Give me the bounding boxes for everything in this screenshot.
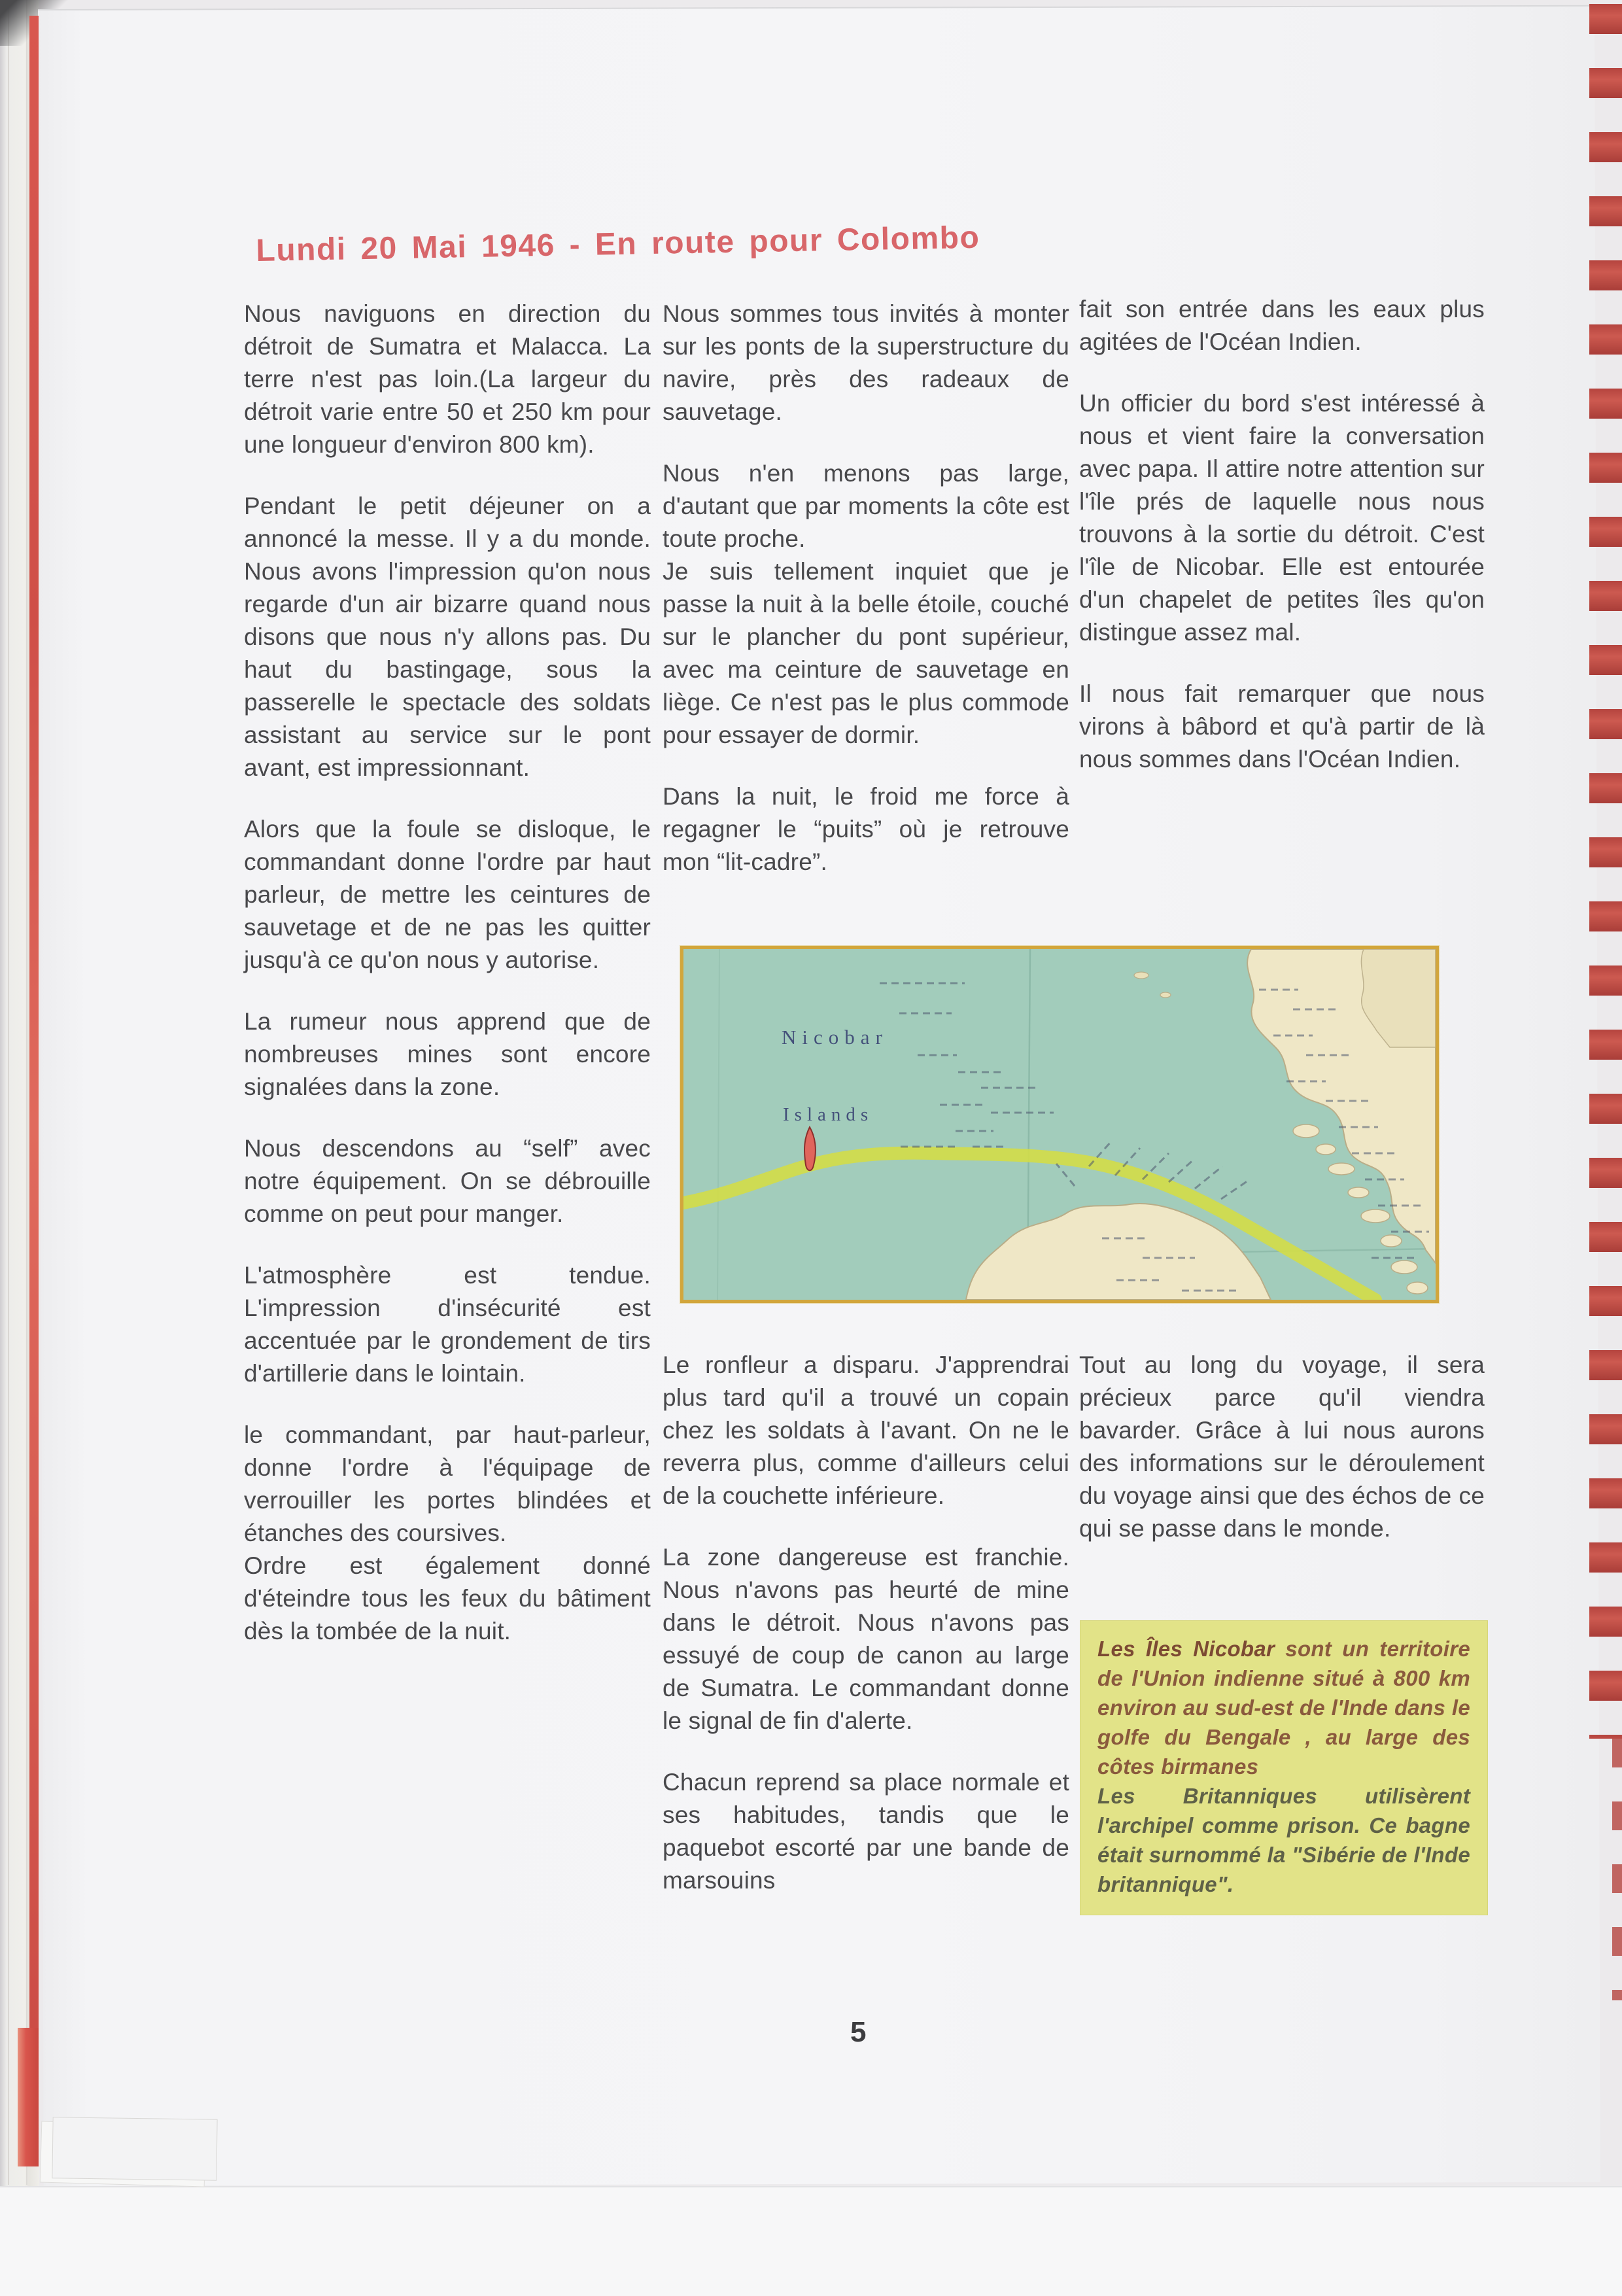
red-edge-stripe [29, 16, 39, 2028]
nicobar-note-box [1080, 1621, 1487, 1915]
paragraph: Nous naviguons en direction du détroit de Sumatra et Malacca. La terre n'est pas loin.(La largeur du détroit varie entre 50 et 250 km pour une longueur d'environ 800 km). [244, 300, 651, 458]
paragraph: Nous n'en menons pas large, d'autant que par moments la côte est toute proche. [663, 460, 1069, 552]
paragraph: La zone dangereuse est franchie. Nous n'avons pas heurté de mine dans le détroit. Nous n'avons pas essuyé de coup de canon au large de Sumatra. Le commandant donne le signal de fin d'alerte. [663, 1544, 1069, 1734]
column-right-lower [1079, 1349, 1485, 1545]
spiral-binding-lower-icon [1612, 1739, 1622, 2000]
note-paragraph [1097, 1634, 1470, 1781]
paragraph: La rumeur nous apprend que de nombreuses mines sont encore signalées dans la zone. [244, 1008, 651, 1100]
page-number: 5 [850, 2016, 867, 2048]
column-middle-upper [663, 298, 1069, 878]
column-right-upper [1079, 293, 1485, 776]
paragraph: le commandant, par haut-parleur, donne l'ordre à l'équipage de verrouiller les portes blindées et étanches des coursives. [244, 1421, 651, 1546]
paragraph: Tout au long du voyage, il sera précieux parce qu'il viendra bavarder. Grâce à lui nous aurons des informations sur le déroulement du voyage ainsi que des échos de ce qui se passe dans le monde. [1079, 1351, 1485, 1542]
paragraph: L'atmosphère est tendue. L'impression d'insécurité est accentuée par le grondement de tirs d'artillerie dans le lointain. [244, 1262, 651, 1387]
page-corner [52, 2117, 217, 2181]
paragraph: Nous sommes tous invités à monter sur les ponts de la superstructure du navire, près des radeaux de sauvetage. [663, 300, 1069, 425]
paragraph: Chacun reprend sa place normale et ses habitudes, tandis que le paquebot escorté par une bande de marsouins [663, 1769, 1069, 1894]
paragraph: Pendant le petit déjeuner on a annoncé la messe. Il y a du monde. Nous avons l'impression qu'on nous regarde d'un air bizarre quand nous disons que nous n'y allons pas. Du haut du bastingage, sous la passerelle le spectacle des soldats assistant au service sur le pont avant, est impressionnant. [244, 493, 651, 781]
nicobar-map-image [680, 946, 1439, 1303]
paragraph: fait son entrée dans les eaux plus agitées de l'Océan Indien. [1079, 296, 1485, 355]
map-label-nicobar: Nicobar [782, 1026, 888, 1049]
paragraph: Un officier du bord s'est intéressé à nous et vient faire la conversation avec papa. Il attire notre attention sur l'île prés de laquelle nous nous trouvons à la sortie du détroit. C'est l'île de Nicobar. Elle est entourée d'un chapelet de petites îles qu'on distingue assez mal. [1079, 390, 1485, 646]
bottom-left-page-corners [41, 2118, 237, 2186]
paragraph: Nous descendons au “self” avec notre équipement. On se débrouille comme on peut pour manger. [244, 1135, 651, 1227]
scanner-background-bottom [0, 2186, 1622, 2296]
note-text-2: Les Britanniques utilisèrent l'archipel comme prison. Ce bagne était surnommé la "Sibérie de l'Inde britannique". [1097, 1784, 1470, 1896]
page-title: Lundi 20 Mai 1946 - En route pour Colombo [256, 220, 980, 269]
paragraph: Il nous fait remarquer que nous virons à bâbord et qu'à partir de là nous sommes dans l'Océan Indien. [1079, 680, 1485, 773]
spiral-binding-icon [1589, 4, 1622, 1739]
paragraph: Ordre est également donné d'éteindre tous les feux du bâtiment dès la tombée de la nuit. [244, 1552, 651, 1644]
map-graphic [683, 949, 1436, 1300]
paragraph: Dans la nuit, le froid me force à regagner le “puits” où je retrouve mon “lit-cadre”. [663, 783, 1069, 875]
page-stack-edge-lines [8, 0, 27, 2185]
paragraph: Alors que la foule se disloque, le commandant donne l'ordre par haut parleur, de mettre les ceintures de sauvetage et de ne pas les quitter jusqu'à ce qu'on nous y autorise. [244, 816, 651, 973]
red-edge-stripe-foot [18, 2028, 39, 2166]
note-lead: Les Îles Nicobar [1097, 1637, 1275, 1661]
paragraph: Je suis tellement inquiet que je passe la nuit à la belle étoile, couché sur le plancher du pont supérieur, avec ma ceinture de sauvetage en liège. Ce n'est pas le plus commode pour essayer de dormir. [663, 558, 1069, 748]
column-middle-lower [663, 1349, 1069, 1897]
note-text-1: sont un territoire de l'Union indienne situé à 800 km environ au sud-est de l'Inde dans le golfe du Bengale , au large des côtes birmanes [1097, 1637, 1470, 1779]
column-left [244, 298, 651, 1648]
paragraph: Le ronfleur a disparu. J'apprendrai plus tard qu'il a trouvé un copain chez les soldats à l'avant. On ne le reverra plus, comme d'ailleurs celui de la couchette inférieure. [663, 1351, 1069, 1509]
map-label-islands: Islands [783, 1104, 874, 1125]
